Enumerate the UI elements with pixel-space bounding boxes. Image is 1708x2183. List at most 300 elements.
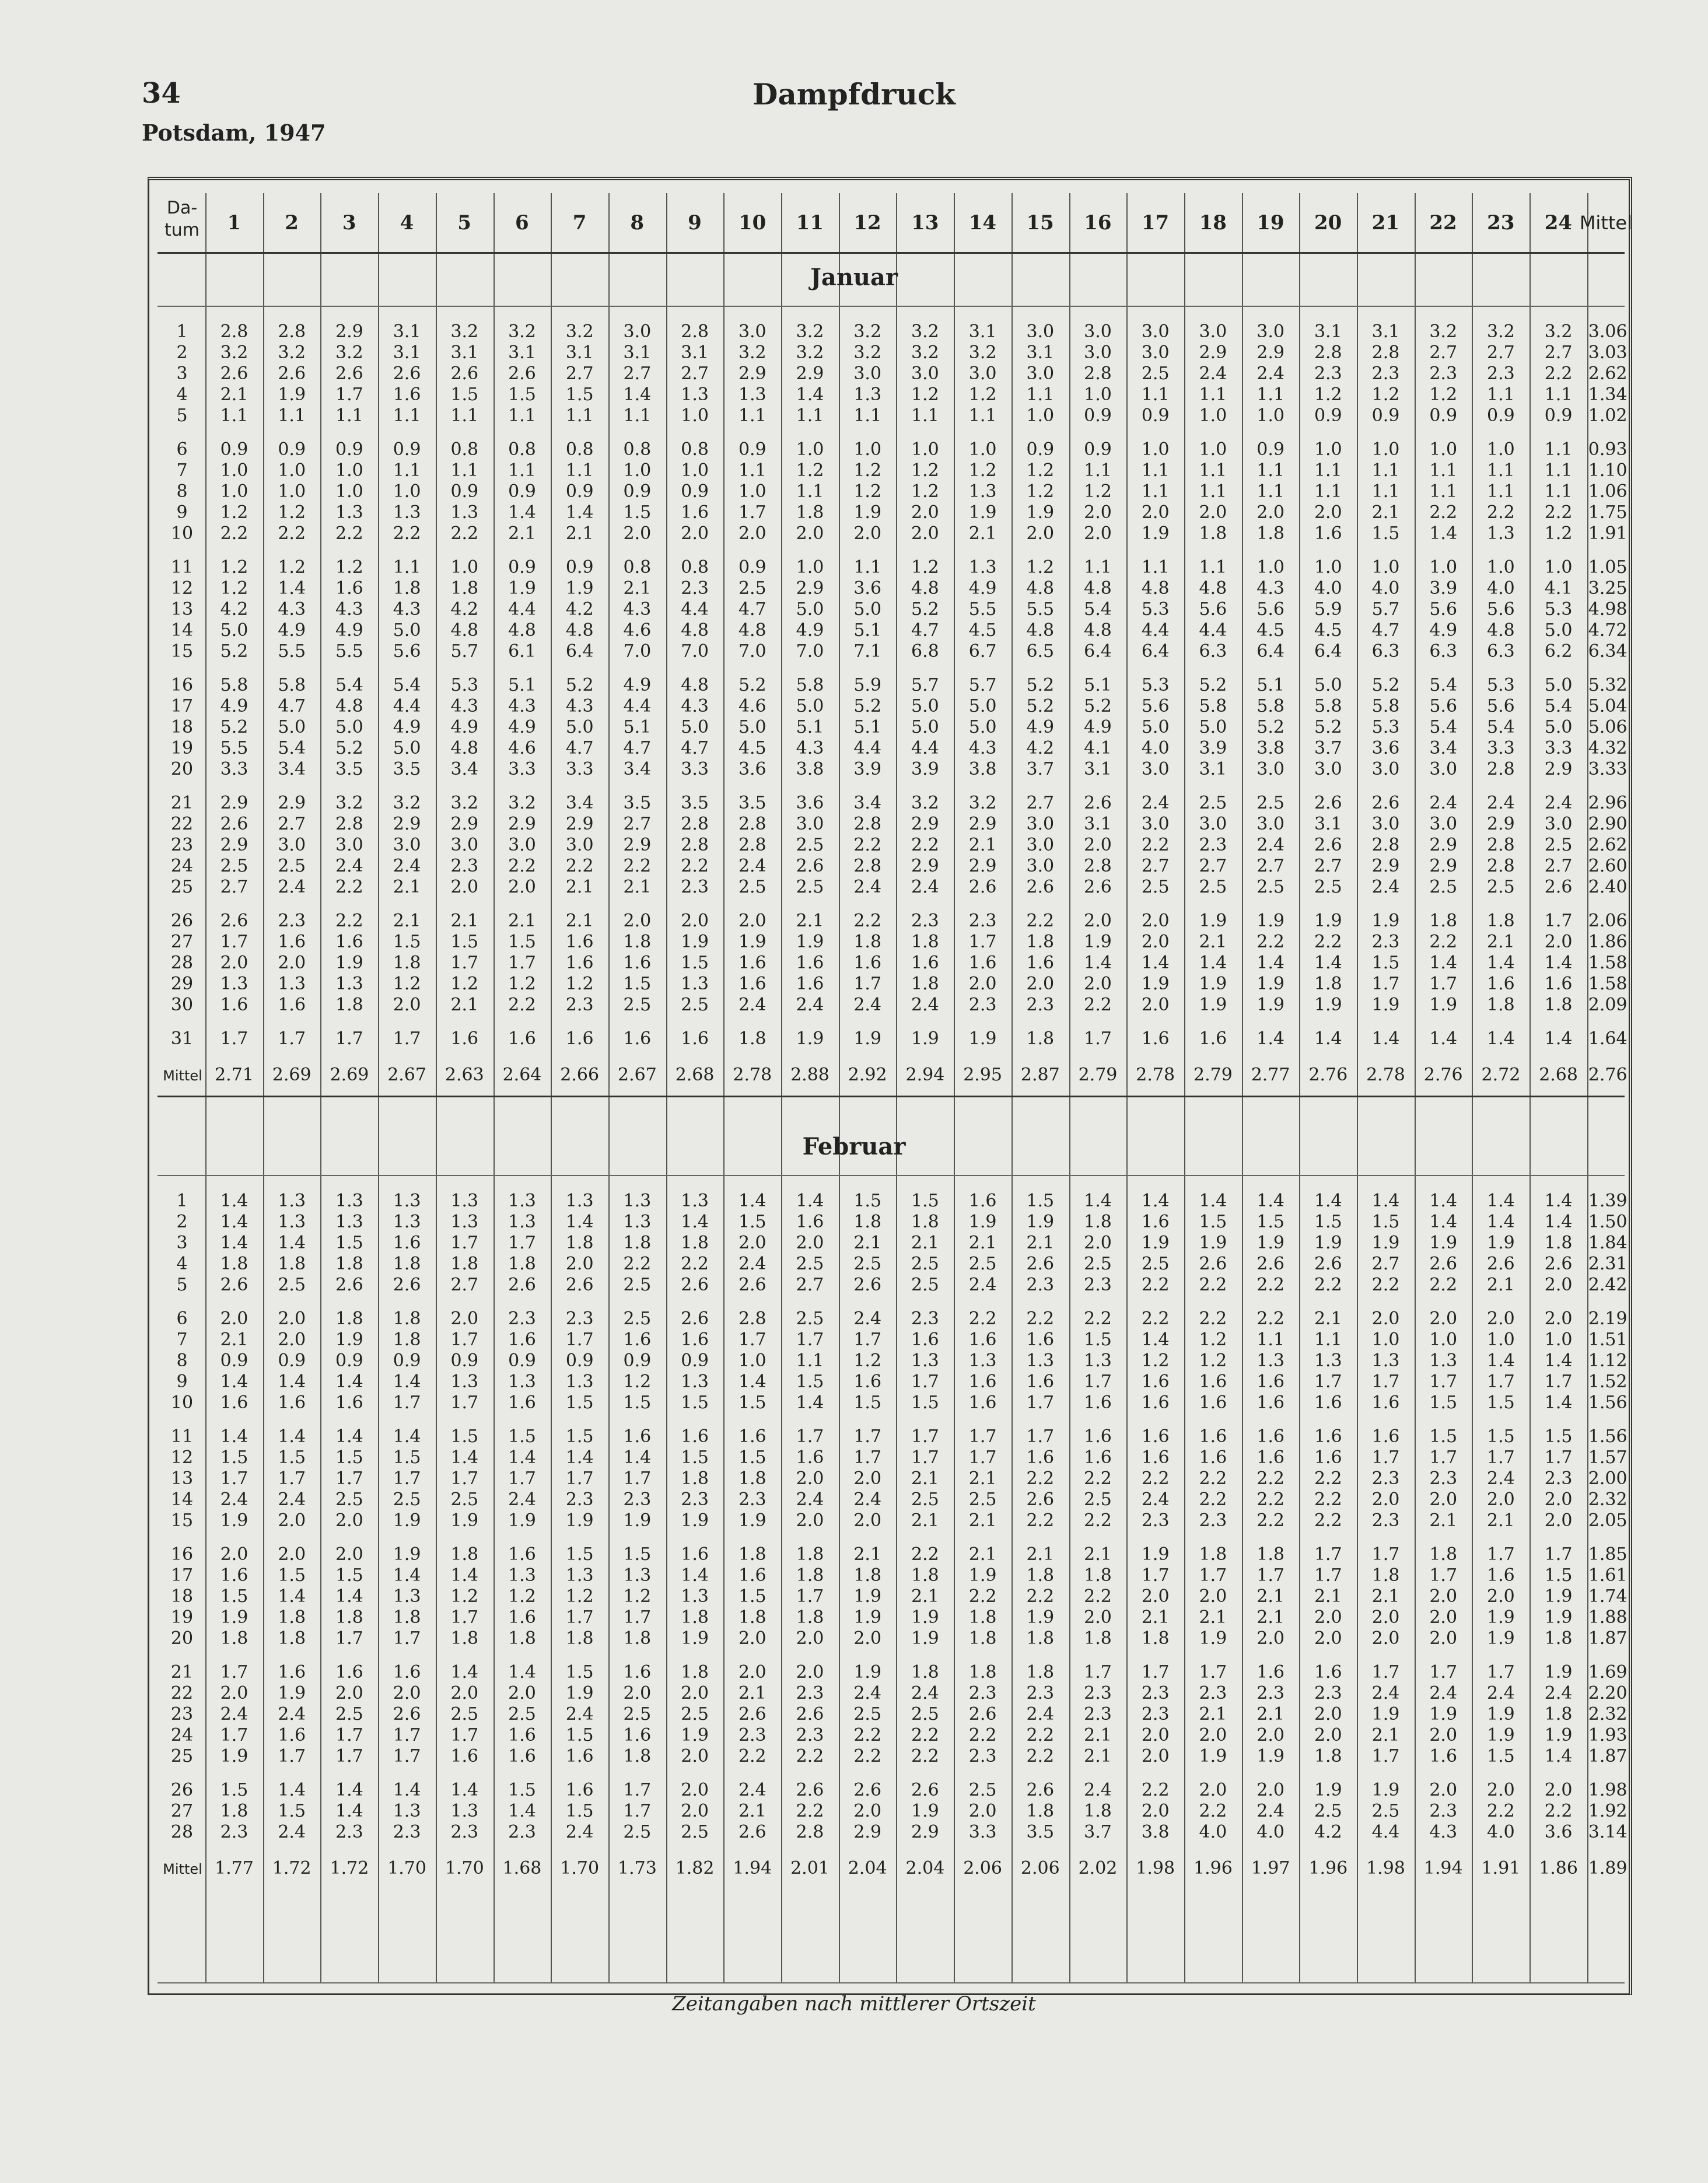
value-cell: 0.9 [1429, 405, 1458, 426]
value-cell: 2.0 [1141, 995, 1170, 1015]
value-cell: 5.1 [623, 717, 652, 737]
value-cell: 3.0 [1371, 759, 1400, 779]
value-cell: 2.4 [853, 877, 882, 897]
value-cell: 1.6 [738, 1565, 766, 1586]
value-cell: 3.2 [335, 342, 363, 363]
value-cell: 3.0 [278, 835, 306, 855]
value-cell: 1.6 [508, 1544, 536, 1565]
value-cell: 3.1 [623, 342, 652, 363]
value-cell: 1.7 [220, 1725, 249, 1745]
value-cell: 1.8 [1026, 1801, 1055, 1821]
value-cell: 1.6 [1256, 1372, 1284, 1392]
value-cell: 2.2 [911, 1725, 939, 1745]
value-cell: 2.3 [1084, 1275, 1112, 1295]
value-cell: 2.5 [968, 1254, 997, 1274]
value-cell: 1.2 [1371, 384, 1400, 405]
value-cell: 1.9 [853, 1028, 882, 1049]
value-cell: 3.8 [968, 759, 997, 779]
value-cell: 1.6 [853, 1372, 882, 1392]
value-cell: 2.0 [1084, 523, 1112, 544]
page-subtitle: Potsdam, 1947 [142, 120, 326, 146]
value-cell: 2.5 [1371, 1801, 1400, 1821]
value-cell: 1.6 [796, 1447, 824, 1468]
value-cell: 2.5 [1141, 363, 1170, 384]
value-cell: 1.3 [335, 502, 363, 523]
value-cell: 1.2 [1026, 481, 1055, 502]
value-cell: 1.9 [911, 1607, 939, 1628]
value-cell: 2.6 [393, 1275, 421, 1295]
value-cell: 2.1 [1256, 1704, 1284, 1724]
value-cell: 1.5 [508, 932, 536, 952]
day-number: 8 [176, 1351, 188, 1371]
value-cell: 1.9 [1199, 1233, 1227, 1253]
value-cell: 1.4 [1544, 1212, 1573, 1232]
day-number: 2 [176, 1212, 188, 1232]
value-cell: 3.7 [1314, 738, 1342, 758]
value-cell: 1.4 [1544, 1028, 1573, 1049]
value-cell: 5.0 [796, 599, 824, 620]
value-cell: 1.7 [1544, 1544, 1573, 1565]
value-cell: 2.6 [796, 856, 824, 876]
value-cell: 1.1 [1141, 384, 1170, 405]
value-cell: 6.3 [1199, 641, 1227, 662]
month-rule [158, 306, 1625, 307]
value-cell: 1.9 [450, 1510, 479, 1531]
value-cell: 1.3 [220, 974, 249, 994]
value-cell: 1.2 [1314, 384, 1342, 405]
value-cell: 1.7 [1371, 1447, 1400, 1468]
value-cell: 4.7 [1371, 620, 1400, 641]
value-cell: 2.6 [393, 363, 421, 384]
value-cell: 1.4 [1199, 1191, 1227, 1211]
value-cell: 2.6 [1199, 1254, 1227, 1274]
hour-mean: 1.82 [675, 1858, 715, 1878]
value-cell: 1.7 [1429, 1662, 1458, 1682]
value-cell: 5.0 [911, 717, 939, 737]
value-cell: 1.8 [1429, 1544, 1458, 1565]
value-cell: 1.9 [968, 1028, 997, 1049]
value-cell: 2.8 [681, 321, 709, 342]
value-cell: 2.9 [508, 814, 536, 834]
bottom-rule [158, 1982, 1625, 1983]
value-cell: 5.7 [968, 675, 997, 695]
value-cell: 1.6 [335, 1662, 363, 1682]
value-cell: 2.2 [1199, 1489, 1227, 1510]
value-cell: 2.1 [1371, 1725, 1400, 1745]
value-cell: 2.4 [796, 995, 824, 1015]
value-cell: 2.8 [1314, 342, 1342, 363]
value-cell: 1.9 [623, 1510, 652, 1531]
row-mean: 2.90 [1588, 814, 1628, 834]
value-cell: 1.8 [911, 1212, 939, 1232]
hour-mean: 2.87 [1020, 1065, 1060, 1085]
value-cell: 1.4 [1544, 1393, 1573, 1413]
value-cell: 3.6 [1544, 1822, 1573, 1842]
value-cell: 3.2 [450, 793, 479, 813]
day-number: 31 [170, 1028, 194, 1049]
hour-mean: 1.98 [1136, 1858, 1175, 1878]
value-cell: 2.8 [1487, 759, 1515, 779]
value-cell: 2.1 [450, 911, 479, 931]
day-number: 13 [170, 599, 194, 620]
value-cell: 2.6 [1544, 1254, 1573, 1274]
value-cell: 2.0 [1141, 911, 1170, 931]
value-cell: 2.5 [1487, 877, 1515, 897]
value-cell: 1.4 [1429, 1028, 1458, 1049]
hour-header: 6 [515, 211, 529, 235]
value-cell: 1.2 [220, 502, 249, 523]
value-cell: 1.3 [335, 1212, 363, 1232]
hour-mean: 2.64 [502, 1065, 542, 1085]
value-cell: 1.5 [853, 1191, 882, 1211]
value-cell: 1.7 [623, 1801, 652, 1821]
value-cell: 3.4 [623, 759, 652, 779]
value-cell: 1.0 [681, 460, 709, 481]
value-cell: 5.9 [853, 675, 882, 695]
value-cell: 1.7 [1429, 1565, 1458, 1586]
value-cell: 4.8 [1084, 620, 1112, 641]
value-cell: 2.0 [681, 911, 709, 931]
value-cell: 1.2 [911, 460, 939, 481]
day-number: 20 [170, 759, 194, 779]
value-cell: 2.0 [1429, 1628, 1458, 1649]
hour-mean: 2.78 [1366, 1065, 1405, 1085]
value-cell: 4.5 [968, 620, 997, 641]
value-cell: 5.2 [911, 599, 939, 620]
value-cell: 1.1 [1199, 481, 1227, 502]
row-mean: 2.06 [1588, 911, 1628, 931]
value-cell: 1.3 [1084, 1351, 1112, 1371]
value-cell: 1.4 [1199, 953, 1227, 973]
value-cell: 4.4 [911, 738, 939, 758]
row-mean: 1.34 [1588, 384, 1628, 405]
value-cell: 2.6 [335, 1275, 363, 1295]
value-cell: 2.8 [681, 835, 709, 855]
value-cell: 1.0 [1487, 1330, 1515, 1350]
value-cell: 1.5 [1026, 1191, 1055, 1211]
value-cell: 2.1 [1141, 1607, 1170, 1628]
value-cell: 0.9 [450, 481, 479, 502]
value-cell: 1.2 [1026, 557, 1055, 578]
value-cell: 1.7 [1199, 1662, 1227, 1682]
value-cell: 4.3 [393, 599, 421, 620]
value-cell: 1.6 [623, 1426, 652, 1447]
value-cell: 2.1 [1371, 1586, 1400, 1607]
value-cell: 1.1 [508, 405, 536, 426]
value-cell: 1.9 [1487, 1628, 1515, 1649]
value-cell: 1.9 [1371, 1233, 1400, 1253]
value-cell: 2.6 [1544, 877, 1573, 897]
value-cell: 2.9 [335, 321, 363, 342]
value-cell: 2.0 [1026, 974, 1055, 994]
value-cell: 0.9 [450, 1351, 479, 1371]
value-cell: 3.0 [1141, 814, 1170, 834]
value-cell: 5.1 [853, 620, 882, 641]
value-cell: 2.6 [853, 1780, 882, 1800]
value-cell: 2.0 [1141, 1746, 1170, 1766]
value-cell: 1.6 [738, 1426, 766, 1447]
value-cell: 2.8 [1487, 835, 1515, 855]
value-cell: 3.0 [796, 814, 824, 834]
value-cell: 2.6 [508, 1275, 536, 1295]
value-cell: 1.0 [1314, 439, 1342, 460]
value-cell: 2.4 [853, 1309, 882, 1329]
value-cell: 3.0 [853, 363, 882, 384]
value-cell: 5.7 [911, 675, 939, 695]
hour-header: 21 [1371, 211, 1399, 235]
value-cell: 2.0 [393, 1683, 421, 1703]
value-cell: 2.3 [1026, 1683, 1055, 1703]
value-cell: 2.5 [1544, 835, 1573, 855]
page-title: Dampfdruck [752, 77, 956, 111]
value-cell: 1.7 [335, 1725, 363, 1745]
value-cell: 5.2 [1256, 717, 1284, 737]
value-cell: 3.2 [968, 793, 997, 813]
value-cell: 1.1 [565, 405, 594, 426]
row-mean: 1.87 [1588, 1628, 1628, 1649]
value-cell: 3.4 [450, 759, 479, 779]
hour-mean: 1.91 [1481, 1858, 1521, 1878]
value-cell: 1.1 [796, 1351, 824, 1371]
value-cell: 1.4 [565, 1212, 594, 1232]
value-cell: 5.0 [911, 696, 939, 716]
value-cell: 1.1 [393, 405, 421, 426]
hour-mean: 2.79 [1078, 1065, 1118, 1085]
value-cell: 1.7 [393, 1725, 421, 1745]
value-cell: 1.3 [738, 384, 766, 405]
value-cell: 4.0 [1371, 578, 1400, 599]
value-cell: 1.6 [1199, 1372, 1227, 1392]
value-cell: 2.3 [796, 1683, 824, 1703]
value-cell: 1.7 [565, 1468, 594, 1489]
value-cell: 2.0 [796, 523, 824, 544]
value-cell: 2.2 [1429, 1275, 1458, 1295]
day-number: 14 [170, 620, 194, 641]
value-cell: 2.2 [1314, 1489, 1342, 1510]
hour-mean: 2.06 [1020, 1858, 1060, 1878]
value-cell: 1.7 [1314, 1372, 1342, 1392]
value-cell: 1.9 [1544, 1662, 1573, 1682]
value-cell: 6.4 [1084, 641, 1112, 662]
value-cell: 2.0 [796, 1233, 824, 1253]
value-cell: 1.2 [278, 502, 306, 523]
value-cell: 0.9 [508, 481, 536, 502]
value-cell: 2.2 [1544, 363, 1573, 384]
value-cell: 2.2 [853, 1746, 882, 1766]
value-cell: 2.9 [220, 793, 249, 813]
value-cell: 1.0 [278, 481, 306, 502]
value-cell: 1.6 [565, 1780, 594, 1800]
value-cell: 1.6 [335, 932, 363, 952]
value-cell: 1.0 [1141, 439, 1170, 460]
value-cell: 2.4 [1256, 835, 1284, 855]
value-cell: 1.9 [1026, 1212, 1055, 1232]
value-cell: 1.9 [1314, 911, 1342, 931]
value-cell: 4.7 [278, 696, 306, 716]
value-cell: 0.8 [681, 439, 709, 460]
value-cell: 2.0 [623, 1683, 652, 1703]
value-cell: 4.9 [335, 620, 363, 641]
value-cell: 1.9 [1084, 932, 1112, 952]
value-cell: 5.0 [853, 599, 882, 620]
value-cell: 5.5 [968, 599, 997, 620]
value-cell: 1.4 [1371, 1191, 1400, 1211]
value-cell: 1.4 [1084, 1191, 1112, 1211]
value-cell: 2.3 [1371, 1510, 1400, 1531]
value-cell: 4.9 [623, 675, 652, 695]
value-cell: 2.8 [853, 856, 882, 876]
value-cell: 2.6 [1314, 835, 1342, 855]
value-cell: 3.2 [565, 321, 594, 342]
value-cell: 1.8 [968, 1607, 997, 1628]
value-cell: 2.3 [565, 1489, 594, 1510]
hour-mean: 2.77 [1251, 1065, 1290, 1085]
value-cell: 2.7 [1487, 342, 1515, 363]
value-cell: 2.0 [565, 1254, 594, 1274]
value-cell: 1.0 [1256, 557, 1284, 578]
value-cell: 1.6 [623, 953, 652, 973]
value-cell: 1.1 [1256, 481, 1284, 502]
value-cell: 0.9 [623, 481, 652, 502]
value-cell: 2.0 [335, 1544, 363, 1565]
value-cell: 1.5 [853, 1393, 882, 1413]
value-cell: 2.0 [681, 1780, 709, 1800]
hour-header: 19 [1256, 211, 1284, 235]
value-cell: 1.4 [738, 1191, 766, 1211]
row-mean: 1.56 [1588, 1393, 1628, 1413]
value-cell: 1.4 [1256, 953, 1284, 973]
value-cell: 2.0 [681, 1683, 709, 1703]
value-cell: 2.4 [1141, 793, 1170, 813]
value-cell: 5.0 [796, 696, 824, 716]
value-cell: 1.8 [853, 932, 882, 952]
value-cell: 2.1 [1199, 932, 1227, 952]
value-cell: 1.6 [681, 1544, 709, 1565]
value-cell: 2.1 [393, 911, 421, 931]
value-cell: 5.2 [1026, 696, 1055, 716]
day-number: 9 [176, 502, 188, 523]
value-cell: 3.5 [681, 793, 709, 813]
value-cell: 1.4 [1141, 953, 1170, 973]
value-cell: 1.7 [1371, 1662, 1400, 1682]
value-cell: 1.0 [1544, 557, 1573, 578]
value-cell: 1.7 [1487, 1544, 1515, 1565]
value-cell: 4.9 [278, 620, 306, 641]
value-cell: 1.7 [623, 1780, 652, 1800]
value-cell: 1.4 [1429, 1191, 1458, 1211]
row-mean: 2.42 [1588, 1275, 1628, 1295]
value-cell: 1.9 [911, 1628, 939, 1649]
row-mean: 2.19 [1588, 1309, 1628, 1329]
value-cell: 5.2 [220, 641, 249, 662]
value-cell: 1.5 [1544, 1565, 1573, 1586]
value-cell: 1.5 [1429, 1426, 1458, 1447]
value-cell: 1.4 [393, 1372, 421, 1392]
value-cell: 5.8 [796, 675, 824, 695]
value-cell: 2.6 [738, 1704, 766, 1724]
value-cell: 1.6 [681, 1330, 709, 1350]
value-cell: 1.1 [1429, 481, 1458, 502]
value-cell: 2.6 [278, 363, 306, 384]
value-cell: 2.2 [1314, 1510, 1342, 1531]
row-mean: 1.88 [1588, 1607, 1628, 1628]
footer-note: Zeitangaben nach mittlerer Ortszeit [672, 1992, 1036, 2016]
value-cell: 2.5 [1084, 1489, 1112, 1510]
value-cell: 2.4 [1544, 793, 1573, 813]
value-cell: 1.1 [1544, 439, 1573, 460]
value-cell: 1.6 [565, 932, 594, 952]
value-cell: 5.8 [1371, 696, 1400, 716]
value-cell: 2.5 [738, 578, 766, 599]
value-cell: 3.3 [508, 759, 536, 779]
value-cell: 6.3 [1487, 641, 1515, 662]
value-cell: 1.7 [1371, 1544, 1400, 1565]
value-cell: 1.9 [1371, 995, 1400, 1015]
day-number: 18 [170, 717, 194, 737]
value-cell: 2.2 [1314, 1468, 1342, 1489]
value-cell: 2.7 [1544, 342, 1573, 363]
value-cell: 3.5 [1026, 1822, 1055, 1842]
value-cell: 1.8 [1141, 1628, 1170, 1649]
hour-mean: 1.94 [733, 1858, 772, 1878]
value-cell: 4.4 [853, 738, 882, 758]
value-cell: 1.3 [565, 1372, 594, 1392]
value-cell: 1.1 [1256, 460, 1284, 481]
value-cell: 1.9 [796, 932, 824, 952]
value-cell: 1.2 [968, 460, 997, 481]
value-cell: 1.7 [968, 1426, 997, 1447]
value-cell: 2.3 [1371, 363, 1400, 384]
value-cell: 3.1 [1371, 321, 1400, 342]
value-cell: 4.5 [1256, 620, 1284, 641]
row-mean: 1.50 [1588, 1212, 1628, 1232]
value-cell: 2.7 [1544, 856, 1573, 876]
value-cell: 2.4 [278, 1489, 306, 1510]
value-cell: 3.6 [738, 759, 766, 779]
value-cell: 3.0 [1141, 342, 1170, 363]
value-cell: 0.8 [681, 557, 709, 578]
value-cell: 1.9 [1487, 1704, 1515, 1724]
value-cell: 2.1 [1084, 1544, 1112, 1565]
value-cell: 2.0 [220, 953, 249, 973]
value-cell: 2.0 [1084, 835, 1112, 855]
value-cell: 0.9 [565, 1351, 594, 1371]
value-cell: 1.7 [335, 1028, 363, 1049]
value-cell: 2.0 [508, 877, 536, 897]
value-cell: 1.9 [738, 932, 766, 952]
value-cell: 1.1 [1314, 460, 1342, 481]
value-cell: 1.0 [738, 1351, 766, 1371]
value-cell: 2.6 [911, 1780, 939, 1800]
value-cell: 2.3 [508, 1309, 536, 1329]
value-cell: 5.8 [1314, 696, 1342, 716]
value-cell: 5.2 [565, 675, 594, 695]
value-cell: 3.0 [1429, 814, 1458, 834]
value-cell: 2.8 [738, 814, 766, 834]
value-cell: 4.3 [623, 599, 652, 620]
value-cell: 3.0 [623, 321, 652, 342]
value-cell: 1.2 [1199, 1351, 1227, 1371]
value-cell: 1.1 [1371, 460, 1400, 481]
value-cell: 2.2 [1026, 1586, 1055, 1607]
day-number: 5 [176, 1275, 188, 1295]
value-cell: 1.4 [508, 1662, 536, 1682]
value-cell: 1.5 [565, 1662, 594, 1682]
value-cell: 1.7 [278, 1468, 306, 1489]
value-cell: 1.5 [1371, 953, 1400, 973]
value-cell: 6.3 [1429, 641, 1458, 662]
value-cell: 1.7 [1371, 974, 1400, 994]
